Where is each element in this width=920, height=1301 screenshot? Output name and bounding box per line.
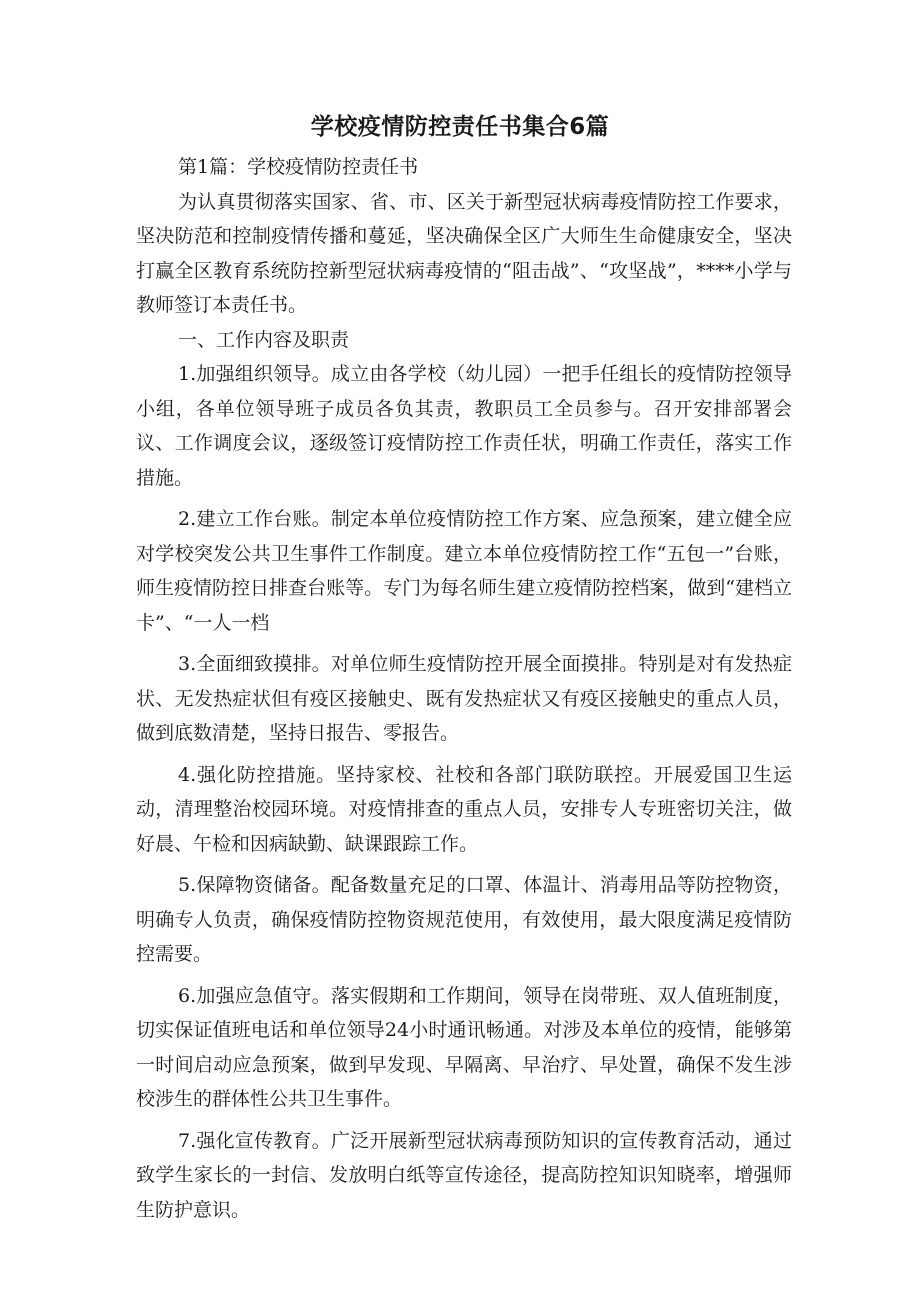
intro-paragraph: 为认真贯彻落实国家、省、市、区关于新型冠状病毒疫情防控工作要求，坚决防范和控制疫情传播和蔓延，坚决确保全区广大师生生命健康安全，坚决打赢全区教育系统防控新型冠状病毒疫情的“阻击战”、“攻坚战”，****小学与教师签订本责任书。	[136, 190, 792, 316]
item-paragraph: 6.加强应急值守。落实假期和工作期间，领导在岗带班、双人值班制度，切实保证值班电话和单位领导24小时通讯畅通。对涉及本单位的疫情，能够第一时间启动应急预案，做到早发现、早隔离、早治疗、早处置，确保不发生涉校涉生的群体性公共卫生事件。	[136, 984, 792, 1110]
article-subtitle: 第1篇：学校疫情防控责任书	[178, 156, 419, 178]
item-paragraph: 4.强化防控措施。坚持家校、社校和各部门联防联控。开展爱国卫生运动，清理整治校园环境。对疫情排查的重点人员，安排专人专班密切关注，做好晨、午检和因病缺勤、缺课跟踪工作。	[136, 763, 792, 855]
item-paragraph: 7.强化宣传教育。广泛开展新型冠状病毒预防知识的宣传教育活动，通过致学生家长的一封信、发放明白纸等宣传途径，提高防控知识知晓率，增强师生防护意识。	[136, 1129, 792, 1221]
item-paragraph: 2.建立工作台账。制定本单位疫情防控工作方案、应急预案，建立健全应对学校突发公共卫生事件工作制度。建立本单位疫情防控工作“五包一”台账，师生疫情防控日排查台账等。专门为每名师生建立疫情防控档案，做到“建档立卡”、“一人一档	[136, 508, 792, 634]
item-paragraph: 1.加强组织领导。成立由各学校（幼儿园）一把手任组长的疫情防控领导小组，各单位领导班子成员各负其责，教职员工全员参与。召开安排部署会议、工作调度会议，逐级签订疫情防控工作责任状，明确工作责任，落实工作措施。	[136, 363, 792, 489]
section-heading: 一、工作内容及职责	[178, 328, 350, 351]
document-title: 学校疫情防控责任书集合6篇	[310, 114, 610, 140]
item-paragraph: 5.保障物资储备。配备数量充足的口罩、体温计、消毒用品等防控物资，明确专人负责，确保疫情防控物资规范使用，有效使用，最大限度满足疫情防控需要。	[136, 874, 792, 965]
item-paragraph: 3.全面细致摸排。对单位师生疫情防控开展全面摸排。特别是对有发热症状、无发热症状但有疫区接触史、既有发热症状又有疫区接触史的重点人员，做到底数清楚，坚持日报告、零报告。	[136, 653, 792, 744]
document-body	[136, 150, 792, 1234]
